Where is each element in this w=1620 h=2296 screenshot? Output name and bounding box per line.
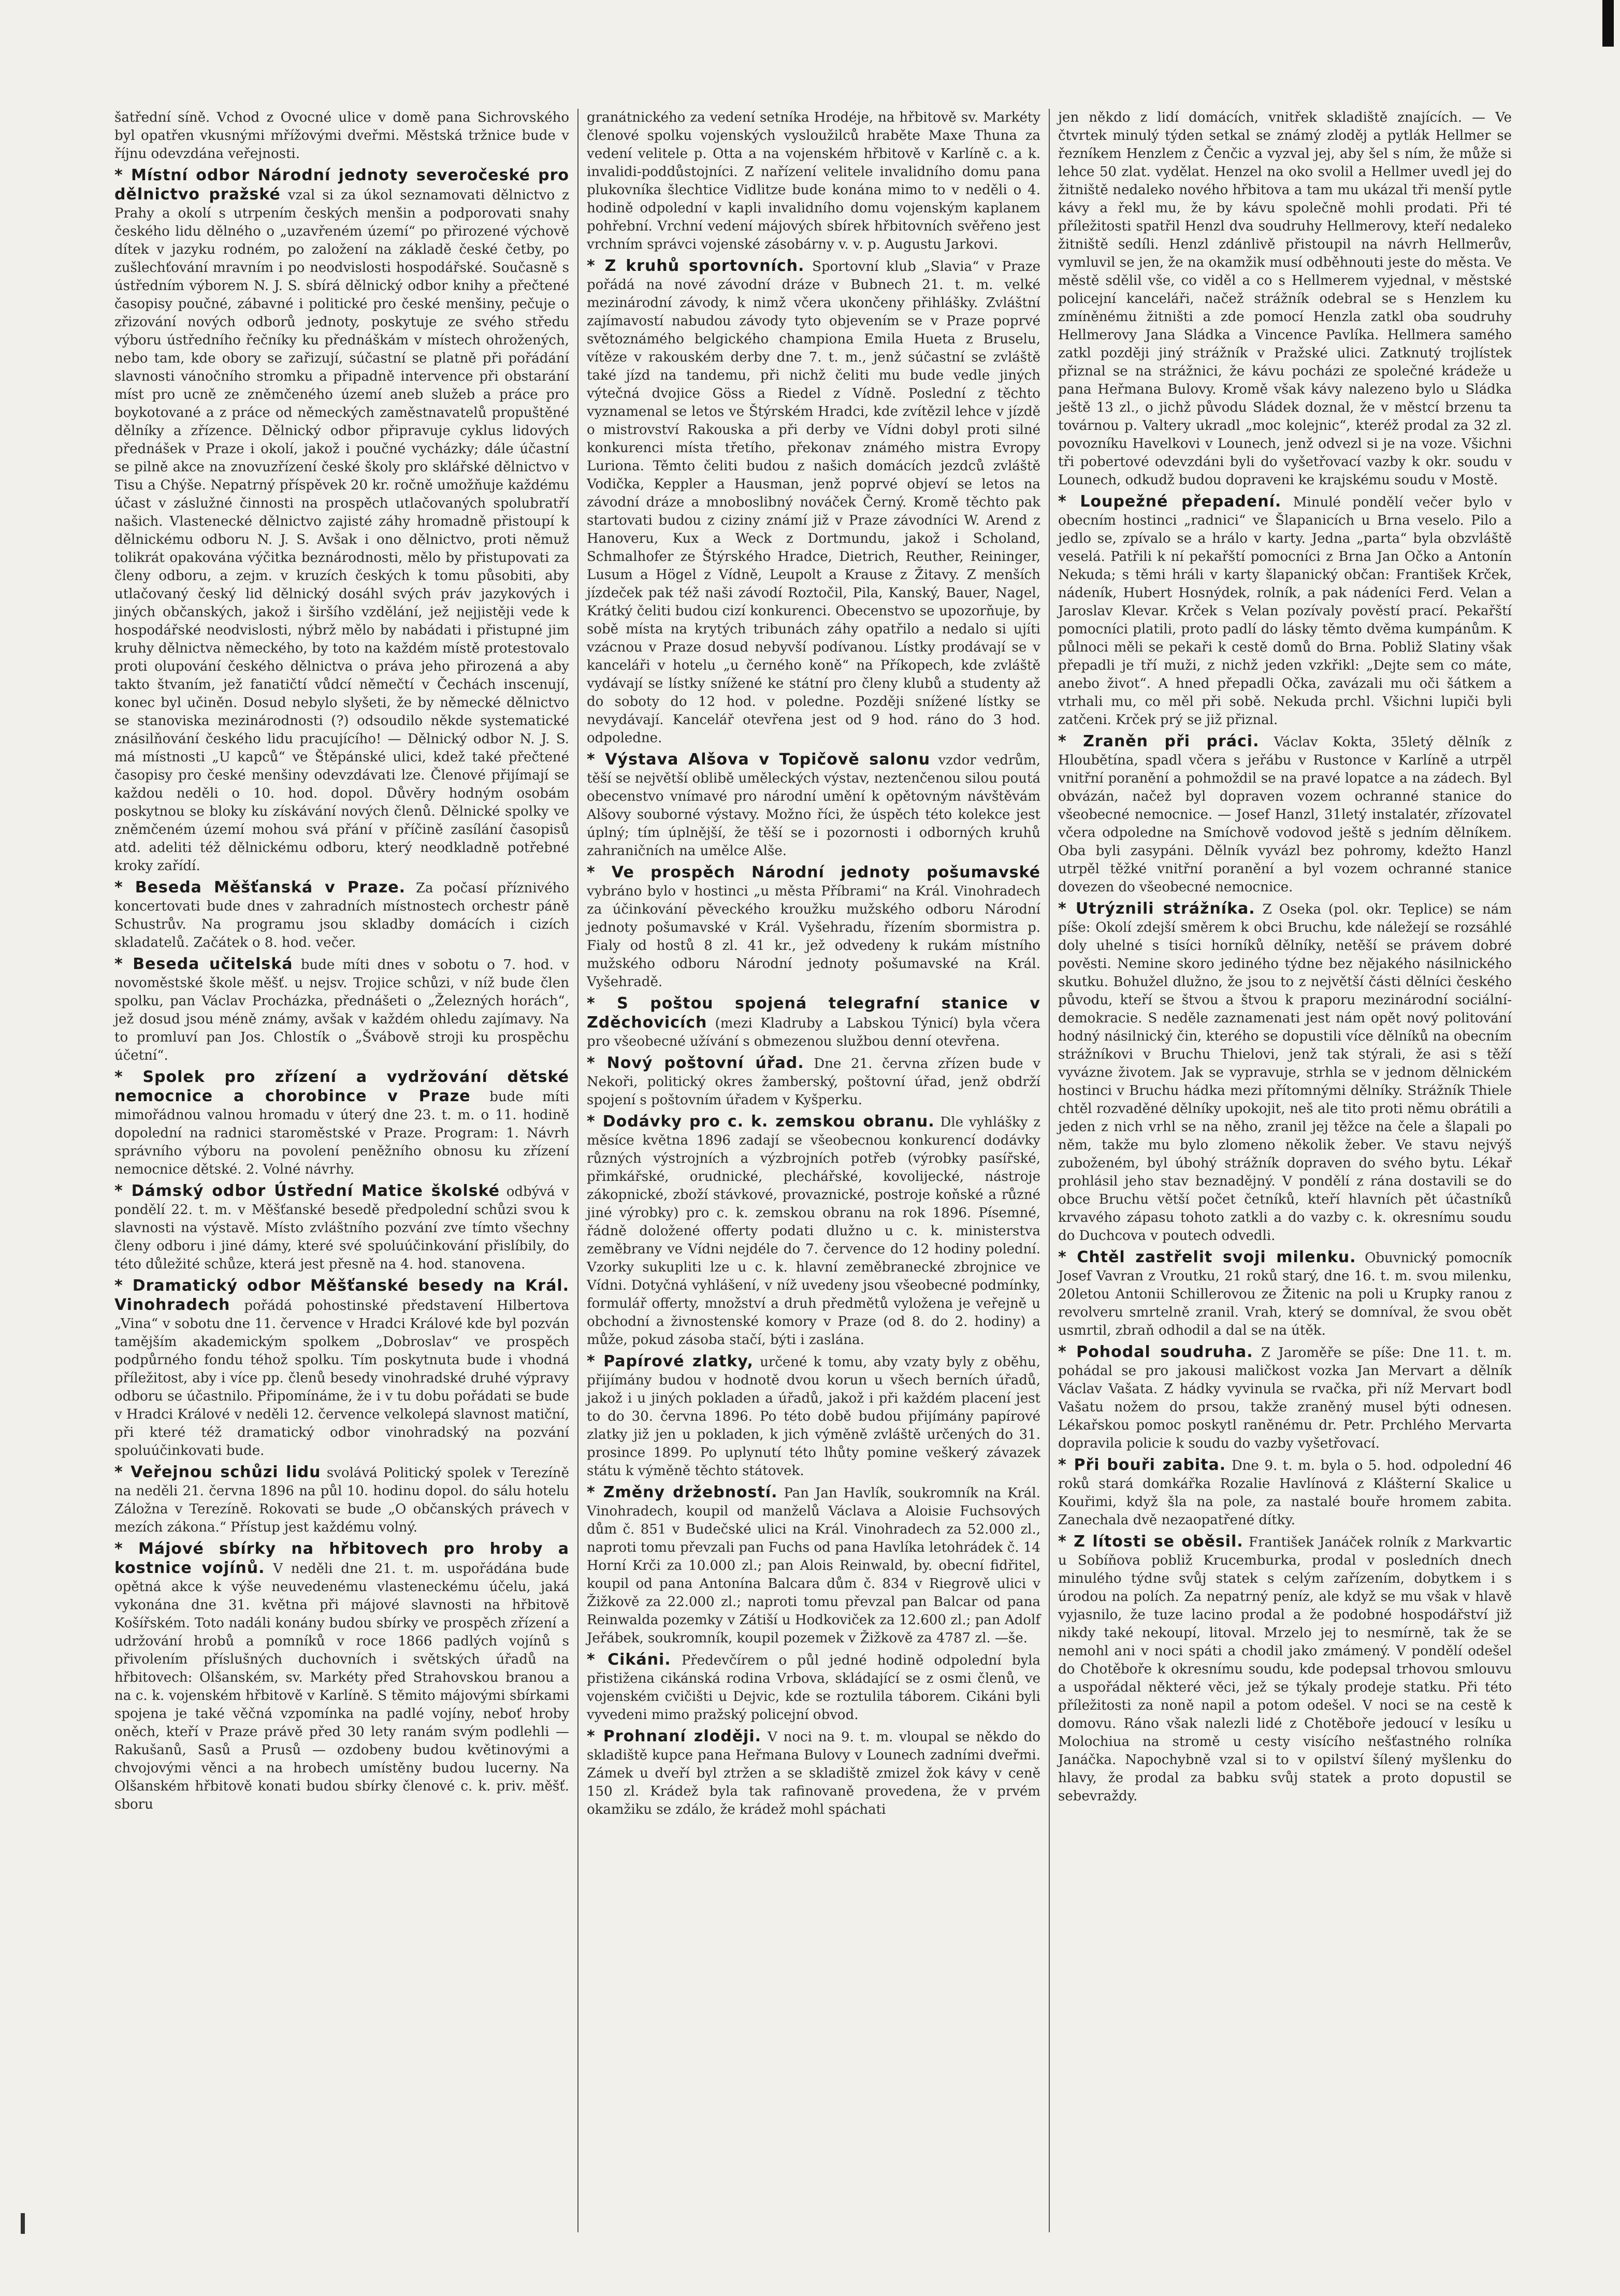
article-heading: * Chtěl zastřelit svoji milenku. — [1058, 1248, 1356, 1266]
article-body: jen někdo z lidí domácích, vnitřek skladiště znajících. — Ve čtvrtek minulý týden setkal se známý zloděj a pytlák Hellmer se řezníkem Henzlem z Čenčic a vyzval jej, aby šel s ním, že může si lehce 50 zlat. vydělat. Henzel na oko svolil a Hellmer uvedl jej do žitniště nedaleko nového hřbitova a tam mu ukázal tři menší pytle kávy a řekl mu, že by kávu společně mohli prodati. Při té příležitosti spatřil Henzl dva soudruhy Hellmerovy, kteří nedaleko žitniště sedíli. Henzl zdánlivě přistoupil na návrh Hellmerův, vymluvil se jen, že na okamžik musí odběhnouti jeste do města. Ve městě sdělil vše, co viděl a co s Hellmerem vyjednal, v městské policejní kanceláři, načež strážník odebral se s Henzlem ku zmíněnému žitništi a zde pomocí Henzla zatkl oba soudruhy Hellmerovy Jana Sládka a Vincence Pavlíka. Hellmera samého zatkl později jiný strážník v Pražské ulici. Zatknutý trojlístek přiznal se na strážnici, že kávu pocházi ze společné krádeže u pana Heřmana Bulovy. Kromě však kávy nalezeno bylo u Sládka ještě 13 zl., o jichž původu Sládek doznal, že v městcí brzenu ta továrnou p. Valtery ukradl „moc kolejnic“, kteréž prodal za 32 zl. povozníku Havelkovi v Lounech, jenž odvezl si je na voze. Všichni tři pobertové odevzdáni byli do vyšetřovací vazby k okr. soudu v Lounech, odkudž budou dopraveni ke krajskému soudu v Mostě. — [1058, 110, 1512, 488]
article-paragraph — [114, 1068, 569, 1179]
article-heading: * Papírové zlatky, — [587, 1352, 754, 1370]
article-body: vzdor vedrům, těší se největší oblibě uměleckých výstav, neztenčenou silou poutá obecenstvo vnímavé pro národní umění k opětovným návštěvám Alšovy souborné výstavy. Možno říci, že úspěch této kolekce jest úplný; tím úplnější, že těší se i pozornosti i odborných kruhů zahraničních na umělce Alše. — [587, 753, 1040, 859]
news-article — [114, 1068, 569, 1179]
article-heading: * Dodávky pro c. k. zemskou obranu. — [587, 1113, 935, 1131]
news-article — [587, 257, 1040, 747]
article-heading: * Beseda Měšťanská v Praze. — [114, 878, 406, 897]
article-paragraph — [1058, 900, 1512, 1245]
article-body: Minulé pondělí večer bylo v obecním hostinci „radnici“ ve Šlapanicích u Brna veselo. Pilo a jedlo se, zpívalo se a hrálo v karty. Jedna „parta“ byla obzvláště veselá. Patřili k ní pekařští pomocníci z Brna Jan Očko a Antonín Nekuda; s těmi hráli v karty šlapanický občan: František Krček, nádeník, Hubert Hosnýdek, rolník, a pak nádeníci Ferd. Velan a Jaroslav Klevar. Krček s Velan pozívaly pověstí prací. Pekařští pomocníci platili, proto padlí do lásky těmto dvěma kumpánům. K půlnoci měli se pekaři k cestě domů do Brna. Pobliž Slatiny však přepadli je tří muži, z nichž jeden vzkřikl: „Dejte sem co máte, anebo život“. A hned přepadli Očka, zavázali mu oči šátkem a vtrhali mu, co měl při sobě. Nekuda prchl. Všichni lupiči byli zatčeni. Krček prý se již přiznal. — [1058, 495, 1512, 728]
article-heading: * Z lítosti se oběsil. — [1058, 1533, 1243, 1551]
article-paragraph — [587, 1054, 1040, 1109]
news-article — [1058, 732, 1512, 897]
article-paragraph — [587, 109, 1040, 254]
news-article — [114, 1277, 569, 1460]
news-article — [587, 1651, 1040, 1724]
article-body: (mezi Kladruby a Labskou Týnicí) byla včera pro všeobecné užívání s obmezenou službou denní otevřena. — [587, 1016, 1040, 1049]
news-article — [1058, 1343, 1512, 1453]
news-article — [1058, 900, 1512, 1245]
column-3 — [1049, 109, 1520, 2232]
article-heading: * Pohodal soudruha. — [1058, 1343, 1253, 1361]
news-article — [587, 109, 1040, 254]
article-paragraph — [587, 994, 1040, 1051]
article-body: svolává Politický spolek v Terezíně na neděli 21. června 1896 na půl 10. hodinu dopol. do sálu hotelu Záložna v Terezíně. Rokovati se bude „O občanských právech v mezích zákona.“ Přístup jest každému volný. — [114, 1465, 570, 1535]
article-paragraph — [114, 1182, 569, 1274]
article-body: Z Jaroměře se píše: Dne 11. t. m. pohádal se pro jakousi maličkost vozka Jan Mervart a dělník Václav Vašata. Z hádky vyvinula se rvačka, při níž Mervart bodl Vašatu nožem do prsou, takže zraněný musel býti odnesen. Lékařskou pomoc poskytl raněnému dr. Petr. Prchlého Mervarta dopravila policie k soudu do vazby vyšetřovací. — [1058, 1345, 1512, 1451]
article-paragraph — [587, 257, 1040, 747]
news-article — [114, 1182, 569, 1274]
article-body: pořádá pohostinské představení Hilbertova „Vina“ v sobotu dne 11. července v Hradci Králové kde byl pozván tamějším akademickým spolkem „Dobroslav“ ve prospěch podpůrného fondu téhož spolku. Tím poskytnuta bude i vhodná příležitost, aby i více pp. členů besedy vinohradské druhé výpravy odboru se účastnilo. Připomínáme, že i v tu dobu pořádati se bude v Hradci Králové v neděli 12. července velkolepá slavnost matiční, při které též dramatický odbor vinohradský na pozvání spoluúčinkovati bude. — [114, 1298, 570, 1459]
article-paragraph — [587, 1483, 1040, 1648]
news-article — [1058, 1533, 1512, 1806]
article-body: Dne 21. června zřízen bude v Nekoři, politický okres žamberský, poštovní úřad, jenž obdrží spojení s poštovním úřadem v Kyšperku. — [587, 1056, 1041, 1108]
article-body: Dle vyhlášky z měsíce května 1896 zadají se všeobecnou konkurencí dodávky různých výstrojních a výzbrojních potřeb (výrobky pasířské, přimkářské, orudnické, plechářské, kovolijecké, nástroje zákopnické, zboží stávkové, provaznické, postroje koňské a různé jiné výrobky) pro c. k. zemskou obranu na rok 1896. Písemné, řádně doložené offerty podati dlužno u c. k. ministerstva zeměbrany ve Vídni nejdéle do 7. července do 12 hodiny polední. Vzorky sukupliti lze u c. k. hlavní zeměbranecké zbrojnice ve Vídni. Dotyčná vyhlášení, v níž uvedeny jsou všeobecné podmínky, formulář offerty, množství a druh předmětů vyložena je veřejně u obchodní a živnostenské komory v Praze (od 8. do 2. hodiny) a může, pokud zásoba stačí, býti i zaslána. — [587, 1115, 1041, 1348]
scan-edge-mark — [21, 2213, 25, 2234]
article-heading: * Dámský odbor Ústřední Matice školské — [114, 1182, 500, 1200]
article-body: šatřední síně. Vchod z Ovocné ulice v domě pana Sichrovského byl opatřen vkusnými mřížovými dveřmi. Městská tržnice bude v říjnu odevzdána veřejnosti. — [114, 110, 569, 162]
article-paragraph — [114, 1463, 569, 1537]
article-heading: * Cikáni. — [587, 1651, 671, 1669]
column-1 — [106, 109, 577, 2232]
news-article — [587, 1483, 1040, 1648]
news-article — [114, 878, 569, 952]
text-columns — [106, 109, 1520, 2232]
article-paragraph — [1058, 1533, 1512, 1806]
article-heading: * S poštou spojená telegrafní stanice v Zděchovicích — [587, 994, 1040, 1032]
column-2 — [577, 109, 1049, 2232]
article-paragraph — [1058, 1456, 1512, 1529]
article-heading: * Výstava Alšova v Topičově salonu — [587, 750, 931, 769]
news-article — [587, 1113, 1040, 1349]
article-paragraph — [587, 1727, 1040, 1819]
news-article — [587, 863, 1040, 991]
article-paragraph — [114, 1540, 569, 1814]
article-heading: * Utrýznili strážníka. — [1058, 900, 1255, 918]
news-article — [587, 1727, 1040, 1819]
article-body: odbývá v pondělí 22. t. m. v Měšťanské besedě předpolední schůzi svou k slavnosti na výstavě. Místo zvláštního pozvání zve tímto všechny členy odboru i jiné dámy, které své spoluúčinkování přislíbily, do této důležité schůze, která jest přesně na 4. hod. stanovena. — [114, 1184, 569, 1272]
article-heading: * Veřejnou schůzi lidu — [114, 1463, 321, 1481]
article-paragraph — [587, 863, 1040, 991]
article-heading: * Nový poštovní úřad. — [587, 1054, 804, 1072]
article-heading: * Májové sbírky na hřbitovech pro hroby a kostnice vojínů. — [114, 1540, 569, 1577]
article-paragraph — [587, 1651, 1040, 1724]
article-body: František Janáček rolník z Markvartic u Sobíňova pobliž Krucemburka, prodal v posledních dnech minulého týdne svůj statek s celým zařízením, dobytkem i s úrodou na polích. Za nepatrný peníz, ale když se mu však v hlavě vyjasnilo, že tuze lacino prodal a že podobné hospodářství již nikdy také nekoupí, litoval. Mrzelo jej to nesmírně, tak že se nemohl ani v noci spáti a chodil jako zmámený. V pondělí odešel do Chotěboře k okresnímu soudu, kde podepsal trhovou smlouvu a uspořádal některé věci, jež se týkaly prodeje statku. Při této příležitosti za noně napil a potom odešel. V noci se na cestě k domovu. Ráno však nalezli lidé z Chotěboře jedoucí v lesíku u Molochiua na stromě u cesty visícího nešťastného rolníka Janáčka. Napochybně vzal si to v opilství šílený myšlenku do hlavy, že prodal za babku svůj statek a proto dopustil se sebevraždy. — [1058, 1535, 1512, 1804]
article-heading: * Zraněn při práci. — [1058, 732, 1260, 750]
article-paragraph — [587, 1352, 1040, 1480]
news-article — [114, 166, 569, 875]
article-body: V neděli dne 21. t. m. uspořádána bude opětná akce k výše neuvedenému vlasteneckému účelu, jaká vykonána dne 31. května při májové slavnosti na hřbitově Košířském. Toto nadáli konány budou sbírky ve prospěch zřízení a udržování hrobů a pomníků v roce 1866 padlých vojínů s přivolením příslušných duchovních i světských úřadů na hřbitovech: Olšanském, sv. Markéty před Strahovskou branou a na c. k. vojenském hřbitově v Karlíně. S těmito májovými sbírkami spojena je také věčná vzpomínka na padlé vojíny, neboť hroby oněch, kteří v Praze právě před 30 lety ranám svým podlehli — Rakušanů, Sasů a Prusů — ozdobeny budou květinovými a chvojovými věnci a na hrobech umístěny budou lucerny. Na Olšanském hřbitově konati budou sbírky členové c. k. priv. měšť. sboru — [114, 1561, 570, 1812]
article-body: Z Oseka (pol. okr. Teplice) se nám píše: Okolí zdejší směrem k obci Bruchu, kde náležejí se rozsáhlé doly uhelné s tisíci horníků dělníky, netěší se právem dobré pověsti. Nemine skoro jediného týdne bez nějakého násilnického skutku. Bohužel dlužno, že jsou to z největší části dělníci českého původu, kteří se štvou a štvou k praporu mezinárodní sociální-demokracie. S neděle zaznamenati jest nám opět nový politování hodný násilnický čin, kterého se dopustili více dělníků na obecním strážníkovi v Bruchu Thielovi, jenž tak stýrali, že asi s těží vyvázne životem. Jak se vypravuje, strhla se v jednom dělnickém hostinci v Bruchu hádka mezi přítomnými dělníky. Strážník Thiele chtěl rozvaděné dělníky upokojit, neš ale tito proti němu obrátili a jeden z nich vrhl se na něho, zranil jej těžce na čele a šlapali po něm, takže mu bylo zlomeno několik žeber. Ve stavu nejvýš zuboženém, byl úbohý strážník dopraven do svého bytu. Lékař prohlásil jeho stav beznadějný. V pondělí z rána dostavili se do obce Bruchu větší počet četníků, kteří hlavních pět účastníků krvavého zápasu tohoto zatkli a do vazby c. k. okresnímu soudu do Duchcova v poutech odvedli. — [1058, 902, 1512, 1244]
article-heading: * Změny držebností. — [587, 1483, 778, 1501]
article-body: bude míti dnes v sobotu o 7. hod. v novoměstské škole měšť. u nejsv. Trojice schůzi, v níž bude člen spolku, pan Václav Procházka, přednášeti o „Železných horách“, jež dosud jsou méně známy, avšak v každém ohledu zajímavy. Na to promluví pan Jos. Chlostík o „Švábově stroji ku prospěchu účetní“. — [114, 957, 569, 1063]
news-article — [1058, 493, 1512, 729]
scan-edge-mark — [1602, 0, 1614, 47]
article-paragraph — [114, 955, 569, 1065]
article-paragraph — [114, 878, 569, 952]
article-body: Václav Kokta, 35letý dělník z Hloubětína, spadl včera s jeřábu v Rustonce v Karlíně a utrpěl vnitřní poranění a pohmoždil se na pravé lopatce a na zádech. Byl obvázán, načež byl dopraven vozem ochranné stanice do všeobecné nemocnice. — Josef Hanzl, 31letý instalatér, zřízovatel včera odpoledne na Smíchově vodovod ještě s jedním dělníkem. Oba byli zasypáni. Dělník vyvázl bez pohromy, kdežto Hanzl utrpěl těžké vnitřní poranění a byl vozem ochranné stanice dovezen do všeobecné nemocnice. — [1058, 734, 1512, 895]
article-paragraph — [1058, 493, 1512, 729]
article-body: vybráno bylo v hostinci „u města Příbrami“ na Král. Vinohradech za účinkování pěveckého kroužku mužského odboru Národní jednoty pošumavské v Král. Vyšehradu, řízením sbormistra p. Fialy od hostů 8 zl. 41 kr., jež odvedeny k rukám místního mužského odboru Národní jednoty pošumavské na Král. Vyšehradě. — [587, 884, 1040, 990]
article-paragraph — [587, 750, 1040, 860]
article-paragraph — [587, 1113, 1040, 1349]
article-body: Za počasí příznivého koncertovati bude dnes v zahradních místnostech orchestr páně Schustrův. Na programu jsou skladby domácích i cizích skladatelů. Začátek o 8. hod. večer. — [114, 880, 570, 950]
news-article — [114, 1540, 569, 1814]
article-body: Obuvnický pomocník Josef Vavran z Vroutku, 21 roků starý, dne 16. t. m. svou milenku, 20letou Antonii Schillerovou ze Žitenic na poli u Krupky ranou z revolveru smrtelně zranil. Vrah, který se domníval, že svou obět usmrtil, zbraň odhodil a dal se na útěk. — [1058, 1250, 1512, 1338]
article-heading: * Dramatický odbor Měšťanské besedy na Král. Vinohradech — [114, 1277, 569, 1314]
article-heading: * Při bouři zabita. — [1058, 1456, 1226, 1474]
article-body: bude míti mimořádnou valnou hromadu v úterý dne 23. t. m. o 11. hodině dopolední na radnici staroměstské v Praze. Program: 1. Návrh správního výboru na povolení peněžního obnosu ku zřízení nemocnice dětské. 2. Volné návrhy. — [114, 1089, 569, 1177]
news-article — [587, 750, 1040, 860]
article-body: vzal si za úkol seznamovati dělnictvo z Prahy a okolí s utrpením českých menšin a podporovati snahy českého lidu dělného o „uzavřeném území“ po přirozené výchově dítek v jazyku rodném, po založení na základě české četby, po zušlechťování mravním i po neodvislosti hospodářské. Současně s ústředním výborem N. J. S. sbírá dělnický odbor knihy a přečtené časopisy poučné, zábavné i politické pro české menšiny, pečuje o zřizování nových odborů jednoty, poskytuje ze svého středu výboru ústředního řečníky ku přednáškám v místech ohrožených, nebo tam, kde obory se zařizují, súčastní se platně při pořádání slavnosti vánočního stromku a připadně intervence při obstarání míst pro ucně ze zněmčeného území aneb služeb a práce pro boykotované a z práce od německých zaměstnavatelů propuštěné dělníky a zřízence. Dělnický odbor připravuje cyklus lidových přednášek v Praze i okolí, jakož i poučné vycházky; dále účastní se pilně akce na znovuzřízení české školy pro sklářské dělnictvo v Tisu a Chýše. Nepatrný příspěvek 20 kr. ročně umožňuje každému účast v záslužné činnosti na prospěch utlačovaných spolubratří našich. Vlastenecké dělnictvo zajisté záhy hromadně přistoupí k dělnickému odboru N. J. S. Avšak i ono dělnictvo, proti němuž tolikrát opakována výčitka beznárodnosti, mělo by přistupovati za členy odboru, a zejm. v kruzích českých k tomu působiti, aby utlačovaný český lid dělnický dosáhl svých práv jazykových i jiných občanských, jakož i širšího vzdělání, jež nejjistěji vede k hospodářské neodvislosti, nýbrž mělo by nabádati i přistupné jim kruhy dělnictva německého, by toto na každém místě protestovalo proti olupování českého dělnictva o práva jeho přirozená a aby takto štvaním, jež fanatičtí vůdcí němečtí v Čechách inscenují, konec byl učiněn. Dosud nebylo slyšeti, že by německé dělnictvo se stanoviska mezinárodnosti (?) odsoudilo někde systematické znásilňování českého lidu pracujícího! — Dělnický odbor N. J. S. má místnosti „U kapců“ ve Štěpánské ulici, kdež také přečtené časopisy pro české menšiny odevzdávati lze. Členové přijímají se každou neděli o 10. hod. dopol. Důvěry hodným osobám poskytnou se bloky ku získávání nových členů. Dělnické spolky ve zněmčeném území mohou svá přání v příčině zasílání časopisů atd. adeliti též dělnickému odboru, který neodkladně potřebné kroky zařídí. — [114, 187, 569, 874]
article-body: granátnického za vedení setníka Hrodéje, na hřbitově sv. Markéty členové spolku vojenských vysloužilců hraběte Maxe Thuna za vedení velitele p. Otta a na vojenském hřbitově v Karlíně c. a k. invalidi-poddůstojníci. Z nařízení velitele invalidního domu pana plukovníka šlechtice Vidlitze bude konána mimo to v neděli o 4. hodině odpolední v kapli invalidního domu vojenským kaplanem pohřební. Vrchní vedení májových sbírek hřbitovních svěřeno jest vrchním správci vojenské zásobárny v. v. p. Augustu Jarkovi. — [587, 110, 1040, 252]
article-heading: * Z kruhů sportovních. — [587, 257, 805, 275]
article-paragraph — [1058, 1343, 1512, 1453]
news-article — [1058, 1248, 1512, 1340]
news-article — [587, 1054, 1040, 1109]
news-article — [114, 1463, 569, 1537]
article-paragraph — [114, 1277, 569, 1460]
article-heading: * Loupežné přepadení. — [1058, 493, 1282, 511]
news-article — [587, 994, 1040, 1051]
news-article — [114, 109, 569, 163]
news-article — [1058, 109, 1512, 489]
news-article — [114, 955, 569, 1065]
article-paragraph — [1058, 1248, 1512, 1340]
article-body: V noci na 9. t. m. vloupal se někdo do skladiště kupce pana Heřmana Bulovy v Lounech zadními dveřmi. Zámek u dveří byl ztržen a se skladiště zmizel žok kávy v ceně 150 zl. Krádež byla tak rafinovaně provedena, že v prvém okamžiku se zdálo, že krádež mohl spáchati — [587, 1729, 1040, 1817]
article-body: určené k tomu, aby vzaty byly z oběhu, přijímány budou v hodnotě dvou korun u všech berních úřadů, jakož i u jiných pokladen a úřadů, jakož i při každém placení jest to do 30. června 1896. Po této době budou přijímány papírové zlatky již jen u pokladen, k jich výměně zvláště určených do 31. prosince 1899. Po uplynutí této lhůty pomine veškerý závazek státu k výměně těchto státovek. — [587, 1354, 1040, 1479]
article-heading: * Ve prospěch Národní jednoty pošumavské — [587, 863, 1040, 882]
article-body: Pan Jan Havlík, soukromník na Král. Vinohradech, koupil od manželů Václava a Aloisie Fuchsových dům č. 851 v Budečské ulici na Král. Vinohradech za 52.000 zl., naproti tomu převzali pan Fuchs od pana Havlíka letohrádek č. 14 Horní Krči za 10.000 zl.; pan Alois Reinwald, by. obecní fidřitel, koupil od pana Antonína Balcara dům č. 834 v Riegrově ulici v Žižkově za 22.000 zl.; naproti tomu převzal pan Balcar od pana Reinwalda pozemky v Zátiší u Hodkoviček za 12.600 zl.; pan Adolf Jeřábek, soukromník, koupil pozemek v Žižkově za 4787 zl. —še. — [587, 1485, 1041, 1646]
news-article — [1058, 1456, 1512, 1529]
article-heading: * Beseda učitelská — [114, 955, 293, 973]
article-paragraph — [114, 109, 569, 163]
article-body: Sportovní klub „Slavia“ v Praze pořádá na nové závodní dráze v Bubnech 21. t. m. velké mezinárodní závody, k nimž včera ukončeny přihlášky. Zvláštní zajímavostí nabudou závody tyto objevením se v Praze poprvé světoznámého belgického championa Emila Hueta z Bruselu, vítěze v rakouském derby dne 7. t. m., jenž súčastní se zvláště také jízd na tandemu, při nichž čeliti mu bude vedle jiných výtečná dvojice Göss a Riedel z Vídně. Poslední z těchto vyznamenal se letos ve Štýrském Hradci, kde zvítězil lehce v jízdě o mistrovství Rakouska a při derby ve Vídni dobyl proti silné konkurenci místa třetího, překonav známého mistra Evropy Luriona. Těmto čeliti budou z našich domácích jezdců zvláště Vodička, Keppler a Hausman, jenž poprvé objeví se letos na závodní dráze a mnoboslibný nováček Černý. Kromě těchto pak startovati budou z ciziny známí již v Praze závodníci W. Arend z Hanoveru, Kux a Weck z Dortmundu, jakož i Scholand, Schmalhofer ze Štýrského Hradce, Dietrich, Reuther, Reininger, Lusum a Högel z Vídně, Leupolt a Krause z Žitavy. Z menších jízdeček pak též naši závodí Roztočil, Pila, Kanský, Bauer, Nagel, Krátký čeliti budou cizí konkurenci. Obecenstvo se upozorňuje, by sobě místa na krytých tribunách záhy opatřilo a nedalo si ujíti vzácnou v Praze dosud nebyvší podívanou. Lístky prodávají se v kanceláři v hotelu „u černého koně“ na Příkopech, kde zvláště vydávají se lístky snížené ke státní pro členy klubů a studenty až do soboty do 12 hod. v poledne. Později snížené lístky se nevydávají. Kancelář otevřena jest od 9 hod. ráno do 3 hod. odpoledne. — [587, 259, 1041, 746]
article-heading: * Prohnaní zloději. — [587, 1727, 762, 1745]
article-body: Předevčírem o půl jedné hodině odpolední byla přistižena cikánská rodina Vrbova, skládající se z osmi členů, ve vojenském cvičišti u Dejvic, kde se roztulila táborem. Cikáni byli vyvedeni mimo pražský policejní obvod. — [587, 1653, 1040, 1723]
article-paragraph — [1058, 109, 1512, 489]
article-heading: * Místní odbor Národní jednoty severočeské pro dělnictvo pražské — [114, 166, 569, 204]
article-paragraph — [114, 166, 569, 875]
article-heading: * Spolek pro zřízení a vydržování dětské nemocnice a chorobince v Praze — [114, 1068, 569, 1105]
article-paragraph — [1058, 732, 1512, 897]
news-article — [587, 1352, 1040, 1480]
article-body: Dne 9. t. m. byla o 5. hod. odpolední 46 roků stará domkářka Rozalie Havlínová z Klášterní Skalice u Kouřimi, když šla na pole, za nastalé bouře hromem zabita. Zanechala dvě nezaopatřené dítky. — [1058, 1458, 1512, 1528]
